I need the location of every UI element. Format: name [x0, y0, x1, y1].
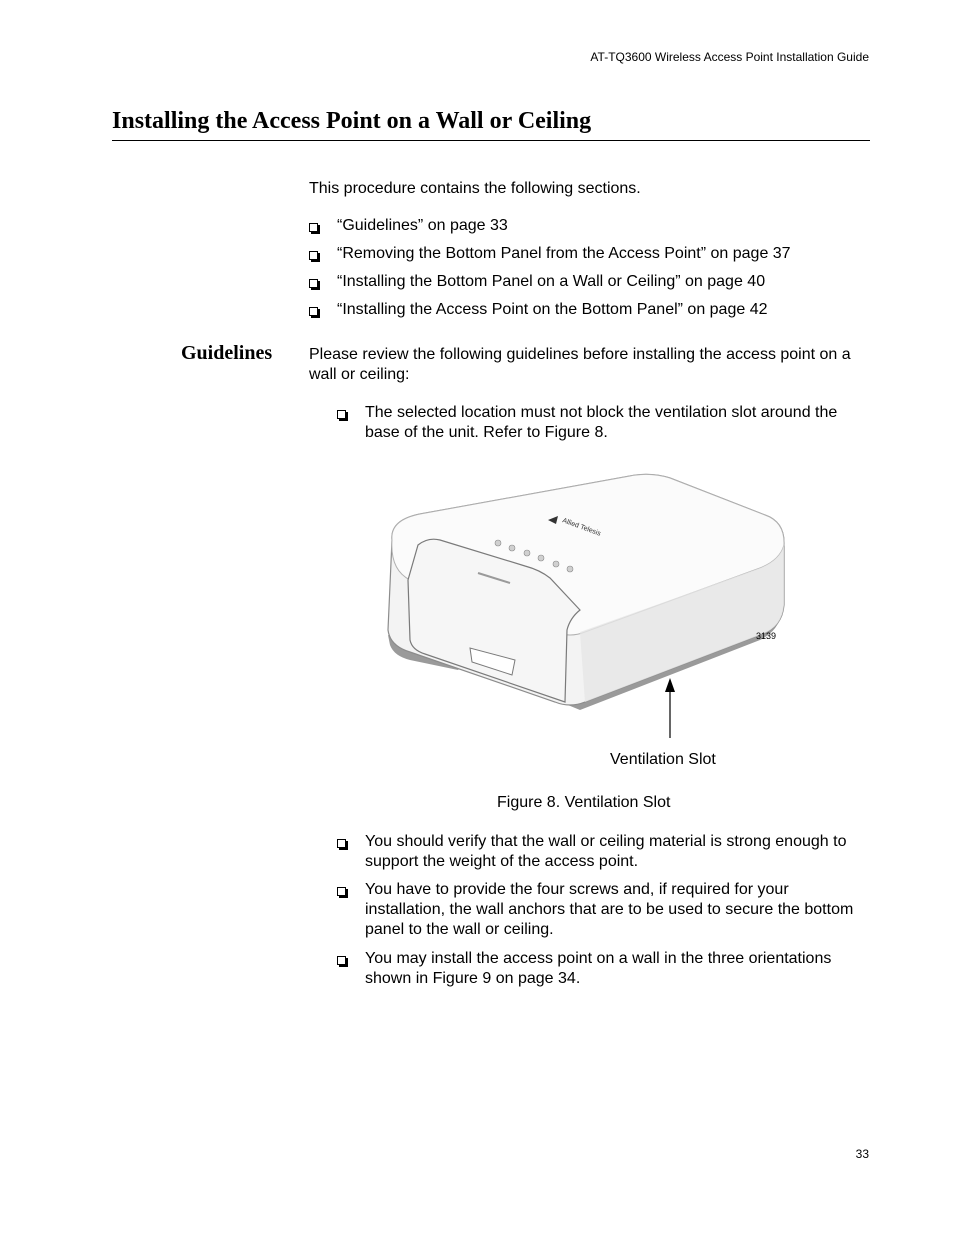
figure-caption: Figure 8. Ventilation Slot: [497, 794, 671, 811]
checkbox-bullet-icon: [337, 956, 346, 965]
figure-number: 3139: [756, 631, 777, 641]
arrow-up-icon: [665, 678, 675, 692]
checkbox-bullet-icon: [337, 887, 346, 896]
checkbox-bullet-icon: [337, 839, 346, 848]
intro-link-installing-bottom-panel[interactable]: “Installing the Bottom Panel on a Wall or Ceiling” on page 40: [337, 273, 766, 290]
running-header: AT-TQ3600 Wireless Access Point Installation Guide: [590, 50, 869, 64]
access-point-figure: [380, 470, 790, 740]
checkbox-bullet-icon: [309, 251, 318, 260]
guideline-item: You have to provide the four screws and, if required for your installation, the wall anchors that are to be used to secure the bottom panel to the wall or ceiling.: [365, 881, 854, 938]
guidelines-heading: Guidelines: [181, 342, 273, 364]
intro-link-installing-access-point[interactable]: “Installing the Access Point on the Bottom Panel” on page 42: [337, 301, 768, 318]
guidelines-intro: Please review the following guidelines before installing the access point on a wall or ceiling:: [309, 346, 851, 383]
access-point-illustration: [380, 470, 790, 740]
guideline-item: The selected location must not block the ventilation slot around the base of the unit. Refer to Figure 8.: [365, 404, 838, 441]
intro-text: This procedure contains the following sections.: [309, 180, 641, 197]
figure-callout: Ventilation Slot: [610, 751, 716, 768]
guideline-item: You may install the access point on a wall in the three orientations shown in Figure 9 on page 34.: [365, 950, 832, 987]
guideline-item: You should verify that the wall or ceiling material is strong enough to support the weight of the access point.: [365, 833, 847, 870]
checkbox-bullet-icon: [309, 223, 318, 232]
section-title: Installing the Access Point on a Wall or Ceiling: [112, 108, 592, 134]
title-rule: [112, 140, 870, 141]
checkbox-bullet-icon: [309, 279, 318, 288]
brand-text: Allied Telesis: [561, 517, 602, 538]
intro-link-removing-bottom-panel[interactable]: “Removing the Bottom Panel from the Access Point” on page 37: [337, 245, 791, 262]
checkbox-bullet-icon: [309, 307, 318, 316]
checkbox-bullet-icon: [337, 410, 346, 419]
intro-link-guidelines[interactable]: “Guidelines” on page 33: [337, 217, 508, 234]
page-number: 33: [855, 1147, 869, 1161]
